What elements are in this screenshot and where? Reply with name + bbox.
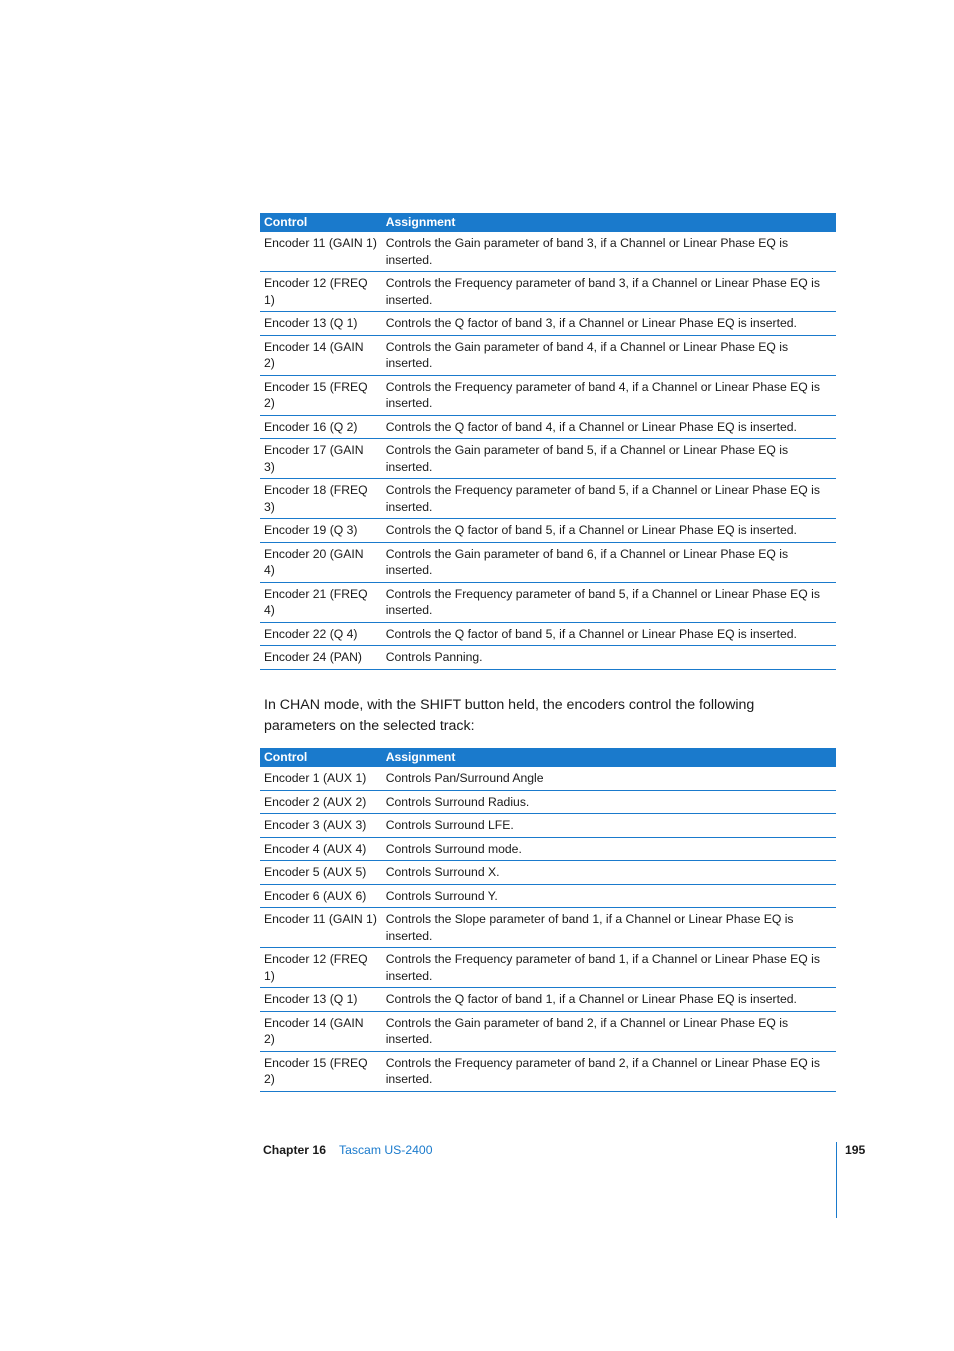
assignment-cell: Controls Surround mode. xyxy=(382,837,836,861)
control-cell: Encoder 19 (Q 3) xyxy=(260,519,382,543)
control-cell: Encoder 4 (AUX 4) xyxy=(260,837,382,861)
assignment-cell: Controls the Frequency parameter of band 5, if a Channel or Linear Phase EQ is inserted. xyxy=(382,582,836,622)
control-cell: Encoder 17 (GAIN 3) xyxy=(260,439,382,479)
assignment-cell: Controls Surround Y. xyxy=(382,884,836,908)
table-row xyxy=(260,232,836,272)
header-assignment: Assignment xyxy=(382,748,836,767)
assignment-cell: Controls the Frequency parameter of band 1, if a Channel or Linear Phase EQ is inserted. xyxy=(382,948,836,988)
assignment-cell: Controls Surround LFE. xyxy=(382,814,836,838)
assignment-cell: Controls the Gain parameter of band 5, if a Channel or Linear Phase EQ is inserted. xyxy=(382,439,836,479)
control-cell: Encoder 6 (AUX 6) xyxy=(260,884,382,908)
control-cell: Encoder 16 (Q 2) xyxy=(260,415,382,439)
table-row xyxy=(260,1051,836,1091)
assignment-cell: Controls the Q factor of band 3, if a Channel or Linear Phase EQ is inserted. xyxy=(382,312,836,336)
control-cell: Encoder 12 (FREQ 1) xyxy=(260,272,382,312)
control-cell: Encoder 18 (FREQ 3) xyxy=(260,479,382,519)
table-header-row xyxy=(260,748,836,767)
header-control: Control xyxy=(260,748,382,767)
assignment-cell: Controls the Frequency parameter of band 2, if a Channel or Linear Phase EQ is inserted. xyxy=(382,1051,836,1091)
table-row xyxy=(260,519,836,543)
table-row xyxy=(260,479,836,519)
assignment-table-1 xyxy=(260,213,836,670)
assignment-cell: Controls the Q factor of band 5, if a Channel or Linear Phase EQ is inserted. xyxy=(382,622,836,646)
table-row xyxy=(260,622,836,646)
table-row xyxy=(260,837,836,861)
control-cell: Encoder 13 (Q 1) xyxy=(260,988,382,1012)
table-row xyxy=(260,948,836,988)
control-cell: Encoder 3 (AUX 3) xyxy=(260,814,382,838)
control-cell: Encoder 1 (AUX 1) xyxy=(260,767,382,790)
assignment-cell: Controls Pan/Surround Angle xyxy=(382,767,836,790)
control-cell: Encoder 5 (AUX 5) xyxy=(260,861,382,885)
table-row xyxy=(260,439,836,479)
table-row xyxy=(260,988,836,1012)
assignment-cell: Controls the Frequency parameter of band 5, if a Channel or Linear Phase EQ is inserted. xyxy=(382,479,836,519)
header-assignment: Assignment xyxy=(382,213,836,232)
assignment-table-2 xyxy=(260,748,836,1092)
footer-chapter-title: Tascam US-2400 xyxy=(339,1143,433,1157)
control-cell: Encoder 14 (GAIN 2) xyxy=(260,1011,382,1051)
assignment-cell: Controls the Q factor of band 1, if a Channel or Linear Phase EQ is inserted. xyxy=(382,988,836,1012)
table-row xyxy=(260,312,836,336)
page-number: 195 xyxy=(845,1143,866,1157)
assignment-cell: Controls the Q factor of band 5, if a Channel or Linear Phase EQ is inserted. xyxy=(382,519,836,543)
control-cell: Encoder 2 (AUX 2) xyxy=(260,790,382,814)
table-row xyxy=(260,582,836,622)
control-cell: Encoder 12 (FREQ 1) xyxy=(260,948,382,988)
assignment-cell: Controls Surround X. xyxy=(382,861,836,885)
table-row xyxy=(260,375,836,415)
table-row xyxy=(260,542,836,582)
table-row xyxy=(260,884,836,908)
control-cell: Encoder 13 (Q 1) xyxy=(260,312,382,336)
assignment-cell: Controls Panning. xyxy=(382,646,836,670)
table-row xyxy=(260,335,836,375)
control-cell: Encoder 20 (GAIN 4) xyxy=(260,542,382,582)
assignment-cell: Controls the Frequency parameter of band 3, if a Channel or Linear Phase EQ is inserted. xyxy=(382,272,836,312)
table-row xyxy=(260,814,836,838)
control-cell: Encoder 14 (GAIN 2) xyxy=(260,335,382,375)
assignment-cell: Controls Surround Radius. xyxy=(382,790,836,814)
table-row xyxy=(260,646,836,670)
control-cell: Encoder 15 (FREQ 2) xyxy=(260,1051,382,1091)
table-row xyxy=(260,767,836,790)
footer-divider xyxy=(836,1142,837,1218)
control-cell: Encoder 24 (PAN) xyxy=(260,646,382,670)
control-cell: Encoder 15 (FREQ 2) xyxy=(260,375,382,415)
assignment-cell: Controls the Q factor of band 4, if a Channel or Linear Phase EQ is inserted. xyxy=(382,415,836,439)
table-header-row xyxy=(260,213,836,232)
assignment-cell: Controls the Gain parameter of band 6, if a Channel or Linear Phase EQ is inserted. xyxy=(382,542,836,582)
assignment-cell: Controls the Gain parameter of band 4, if a Channel or Linear Phase EQ is inserted. xyxy=(382,335,836,375)
table-row xyxy=(260,790,836,814)
table-row xyxy=(260,415,836,439)
assignment-cell: Controls the Slope parameter of band 1, if a Channel or Linear Phase EQ is inserted. xyxy=(382,908,836,948)
footer-chapter-label: Chapter 16 xyxy=(263,1143,326,1157)
assignment-cell: Controls the Gain parameter of band 2, if a Channel or Linear Phase EQ is inserted. xyxy=(382,1011,836,1051)
control-cell: Encoder 22 (Q 4) xyxy=(260,622,382,646)
assignment-cell: Controls the Frequency parameter of band 4, if a Channel or Linear Phase EQ is inserted. xyxy=(382,375,836,415)
table-row xyxy=(260,272,836,312)
assignment-cell: Controls the Gain parameter of band 3, if a Channel or Linear Phase EQ is inserted. xyxy=(382,232,836,272)
body-paragraph: In CHAN mode, with the SHIFT button held, the encoders control the following parameters on the selected track: xyxy=(264,697,755,734)
table-row xyxy=(260,1011,836,1051)
header-control: Control xyxy=(260,213,382,232)
control-cell: Encoder 11 (GAIN 1) xyxy=(260,908,382,948)
control-cell: Encoder 21 (FREQ 4) xyxy=(260,582,382,622)
control-cell: Encoder 11 (GAIN 1) xyxy=(260,232,382,272)
table-row xyxy=(260,908,836,948)
table-row xyxy=(260,861,836,885)
